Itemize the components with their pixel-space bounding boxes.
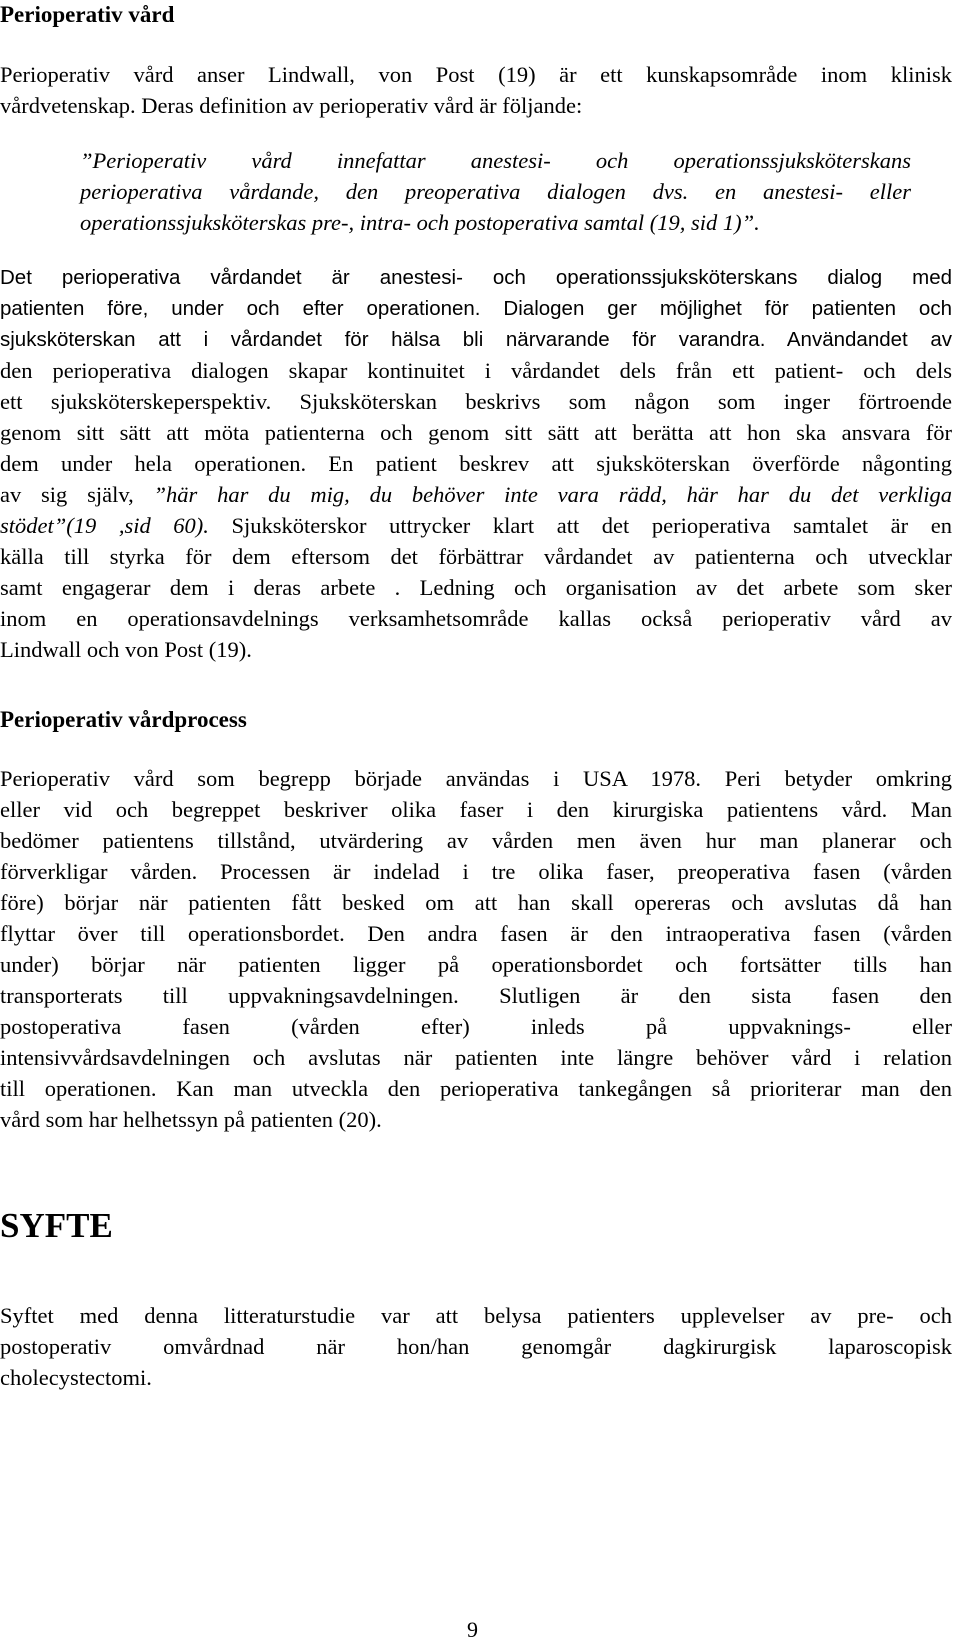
body-line: Syftet med denna litteraturstudie var att belysa patienters upplevelser av pre- och [0,1303,952,1328]
body-line: förverkligar vården. Processen är indelad i tre olika faser, preoperativa fasen (vården [0,859,952,884]
body-line: under) börjar när patienten ligger på operationsbordet och fortsätter tills han [0,952,952,977]
body-line: patienten före, under och efter operationen. Dialogen ger möjlighet för patienten och [0,297,952,320]
quote-line: perioperativa vårdande, den preoperativa dialogen dvs. en anestesi- eller [80,179,911,204]
intro-line: Perioperativ vård anser Lindwall, von Post (19) är ett kunskapsområde inom klinisk [0,62,952,87]
body-line: ett sjuksköterskeperspektiv. Sjuksköterskan beskrivs som någon som inger förtroende [0,389,952,414]
body-line: postoperativ omvårdnad när hon/han genomgår dagkirurgisk laparoscopisk [0,1334,952,1359]
body-line-mixed [0,510,952,541]
intro-line: vårdvetenskap. Deras definition av perioperativ vård är följande: [0,93,583,118]
body-line: dem under hela operationen. En patient beskrev att sjuksköterskan överförde någonting [0,451,952,476]
body-line: vård som har helhetssyn på patienten (20). [0,1107,382,1132]
section-heading-perioperativ-vardprocess: Perioperativ vårdprocess [0,707,247,732]
body-line: bedömer patientens tillstånd, utvärdering av vården men även hur man planerar och [0,828,952,853]
body-text: av sig själv, [0,482,154,507]
body-paragraph-serif [0,355,952,665]
body-line: eller vid och begreppet beskriver olika faser i den kirurgiska patientens vård. Man [0,797,952,822]
body-line: den perioperativa dialogen skapar kontinuitet i vårdandet dels från ett patient- och dels [0,358,952,383]
patient-quote: ”här har du mig, du behöver inte vara rädd, här har du det verkliga [153,482,952,507]
body-line: inom en operationsavdelnings verksamhetsområde kallas också perioperativ vård av [0,606,952,631]
body-line: till operationen. Kan man utveckla den perioperativa tankegången så prioriterar man den [0,1076,952,1101]
body-line: samt engagerar dem i deras arbete . Ledning och organisation av det arbete som sker [0,575,952,600]
definition-quote [80,145,911,238]
body-line: sjuksköterskan att i vårdandet för hälsa bli närvarande för varandra. Användandet av [0,328,952,351]
body-text: Sjuksköterskor uttrycker klart att det perioperativa samtalet är en [208,513,952,538]
body-line: källa till styrka för dem eftersom det förbättrar vårdandet av patienterna och utvecklar [0,544,952,569]
body-line: intensivvårdsavdelningen och avslutas när patienten inte längre behöver vård i relation [0,1045,952,1070]
body-line-mixed [0,479,952,510]
body-line: Det perioperativa vårdandet är anestesi- och operationssjuksköterskans dialog med [0,266,952,289]
body-line: genom sitt sätt att möta patienterna och genom sitt sätt att berätta att hon ska ansvara för [0,420,952,445]
section-heading-syfte: SYFTE [0,1206,113,1245]
body-line: flyttar över till operationsbordet. Den andra fasen är den intraoperativa fasen (vården [0,921,952,946]
body-line: postoperativa fasen (vården efter) inleds på uppvaknings- eller [0,1014,952,1039]
page-number: 9 [467,1617,478,1642]
body-line: före) börjar när patienten fått besked om att han skall opereras och avslutas då han [0,890,952,915]
vardprocess-paragraph [0,763,952,1135]
quote-line: ”Perioperativ vård innefattar anestesi- och operationssjuksköterskans [80,148,911,173]
quote-line: operationssjuksköterskas pre-, intra- och postoperativa samtal (19, sid 1)”. [80,210,760,235]
intro-paragraph [0,59,952,121]
body-line: cholecystectomi. [0,1365,152,1390]
syfte-paragraph [0,1300,952,1393]
section-heading-perioperativ-vard: Perioperativ vård [0,2,175,27]
body-line: Lindwall och von Post (19). [0,637,252,662]
body-paragraph-sans [0,262,952,355]
body-line: Perioperativ vård som begrepp började användas i USA 1978. Peri betyder omkring [0,766,952,791]
body-line: transporterats till uppvakningsavdelningen. Slutligen är den sista fasen den [0,983,952,1008]
patient-quote: stödet”(19 ,sid 60). [0,513,209,538]
